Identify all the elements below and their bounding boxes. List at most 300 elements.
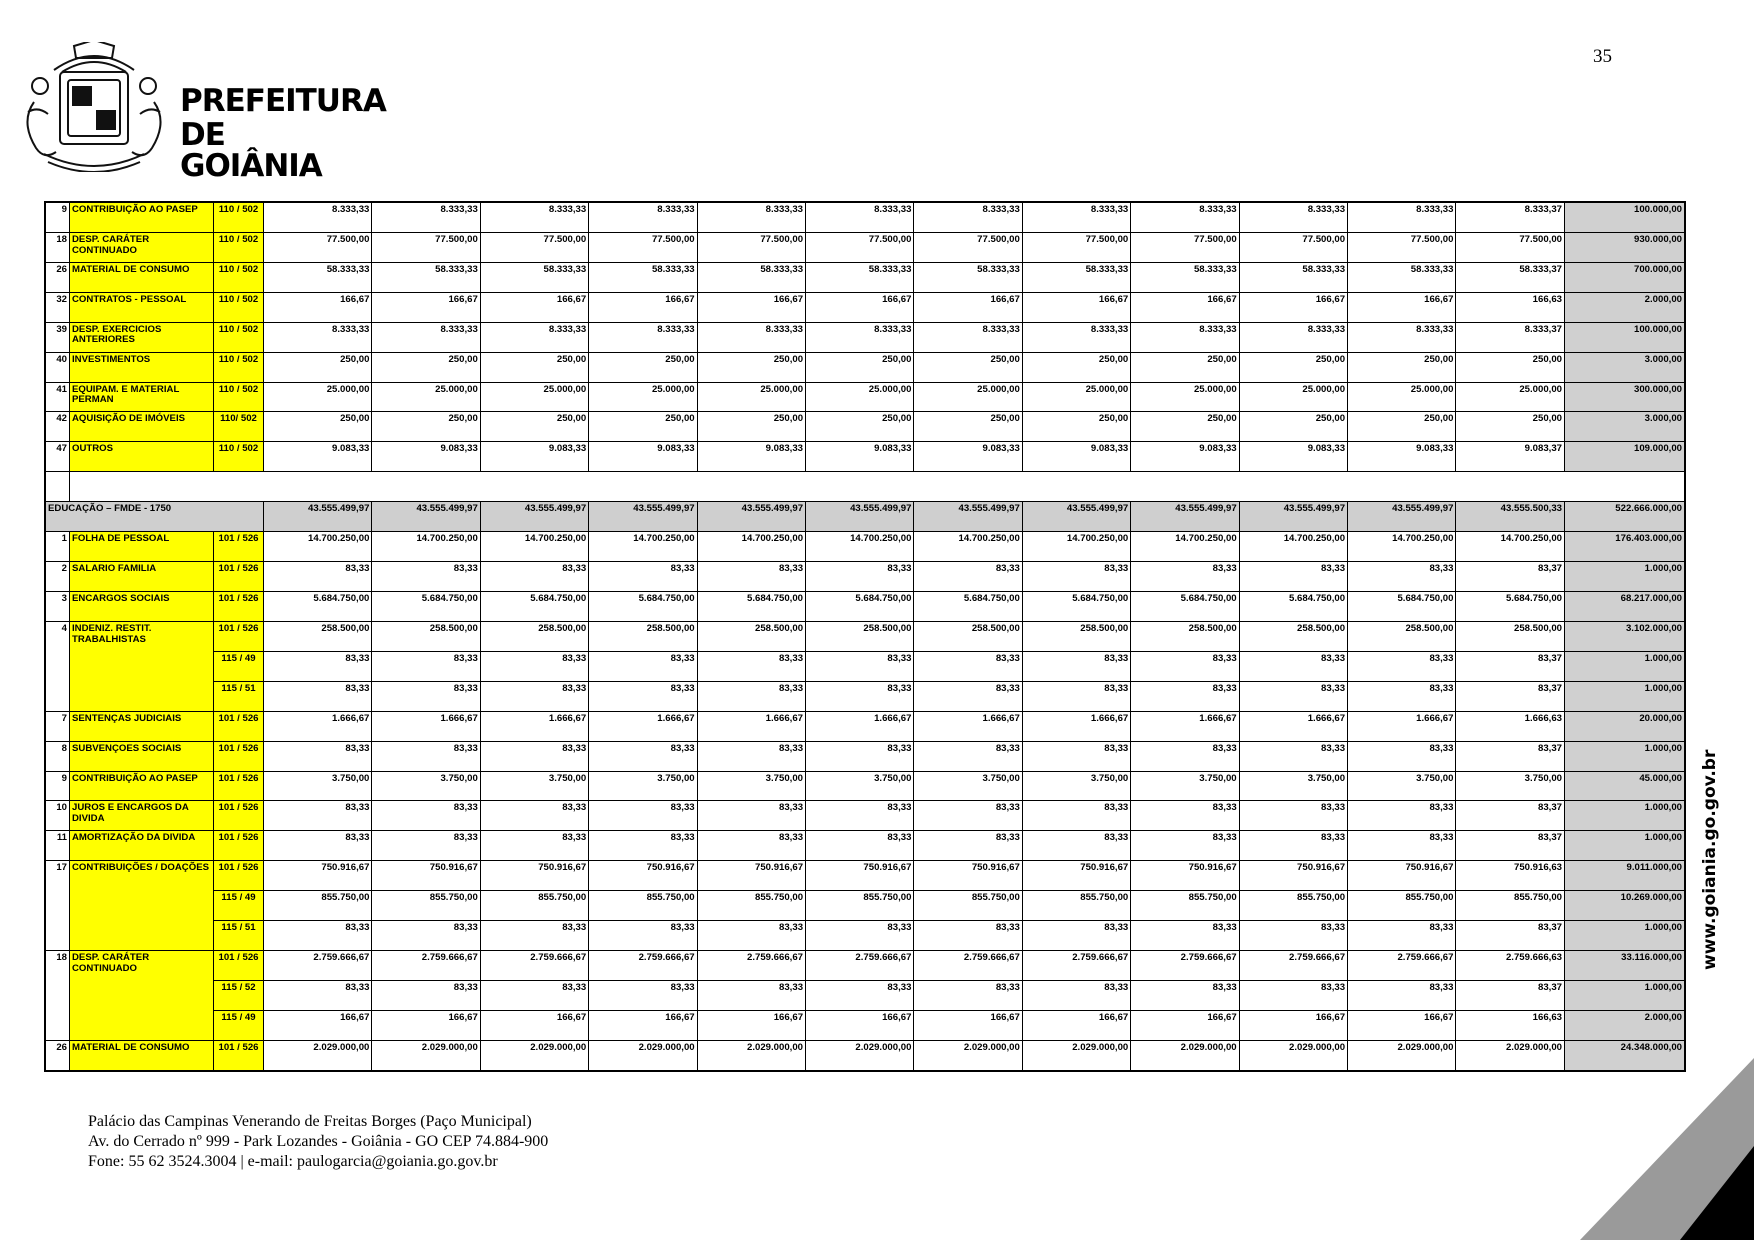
month-value: 83,33 (1131, 681, 1239, 711)
month-value: 9.083,33 (806, 442, 914, 472)
month-value: 166,67 (372, 292, 480, 322)
month-value: 2.759.666,67 (372, 951, 480, 981)
group-month-value: 43.555.499,97 (372, 502, 480, 532)
month-value: 3.750,00 (806, 771, 914, 801)
month-value: 2.759.666,67 (1348, 951, 1456, 981)
month-value: 83,33 (914, 980, 1022, 1010)
month-value: 83,33 (480, 801, 588, 831)
month-value: 83,33 (697, 980, 805, 1010)
month-value: 8.333,33 (1348, 203, 1456, 233)
month-value: 250,00 (1456, 352, 1565, 382)
month-value: 3.750,00 (264, 771, 372, 801)
month-value: 258.500,00 (697, 621, 805, 651)
row-label: AMORTIZAÇÃO DA DIVIDA (70, 831, 214, 861)
row-number: 1 (46, 532, 70, 562)
row-total: 9.011.000,00 (1565, 861, 1685, 891)
row-label: FOLHA DE PESSOAL (70, 532, 214, 562)
month-value: 9.083,37 (1456, 442, 1565, 472)
month-value: 9.083,33 (1022, 442, 1130, 472)
month-value: 5.684.750,00 (1022, 591, 1130, 621)
month-value: 83,33 (1022, 980, 1130, 1010)
month-value: 250,00 (372, 412, 480, 442)
month-value: 8.333,33 (1131, 322, 1239, 352)
group-month-value: 43.555.499,97 (264, 502, 372, 532)
month-value: 14.700.250,00 (697, 532, 805, 562)
month-value: 83,33 (1022, 681, 1130, 711)
month-value: 83,33 (372, 562, 480, 592)
month-value: 58.333,33 (914, 262, 1022, 292)
table-row (46, 711, 1685, 741)
month-value: 83,33 (264, 831, 372, 861)
row-total: 24.348.000,00 (1565, 1040, 1685, 1070)
row-number: 26 (46, 262, 70, 292)
month-value: 83,37 (1456, 801, 1565, 831)
month-value: 1.666,67 (914, 711, 1022, 741)
month-value: 58.333,33 (480, 262, 588, 292)
month-value: 14.700.250,00 (1239, 532, 1347, 562)
month-value: 83,33 (480, 681, 588, 711)
month-value: 250,00 (806, 352, 914, 382)
month-value: 83,33 (372, 801, 480, 831)
group-month-value: 43.555.499,97 (1022, 502, 1130, 532)
month-value: 166,67 (589, 292, 697, 322)
month-value: 3.750,00 (1456, 771, 1565, 801)
month-value: 9.083,33 (1131, 442, 1239, 472)
month-value: 166,67 (372, 1010, 480, 1040)
month-value: 750.916,67 (914, 861, 1022, 891)
row-total: 3.000,00 (1565, 352, 1685, 382)
month-value: 83,37 (1456, 562, 1565, 592)
row-total: 930.000,00 (1565, 232, 1685, 262)
month-value: 83,33 (914, 801, 1022, 831)
month-value: 2.029.000,00 (1456, 1040, 1565, 1070)
month-value: 25.000,00 (1239, 382, 1347, 412)
month-value: 250,00 (264, 352, 372, 382)
month-value: 8.333,33 (1131, 203, 1239, 233)
row-code: 110 / 502 (214, 322, 264, 352)
group-month-value: 43.555.499,97 (1131, 502, 1239, 532)
month-value: 8.333,33 (264, 322, 372, 352)
month-value: 1.666,67 (1131, 711, 1239, 741)
month-value: 83,33 (806, 921, 914, 951)
month-value: 83,33 (1239, 741, 1347, 771)
row-number: 3 (46, 591, 70, 621)
row-total: 2.000,00 (1565, 292, 1685, 322)
month-value: 25.000,00 (1456, 382, 1565, 412)
month-value: 250,00 (372, 352, 480, 382)
month-value: 58.333,33 (806, 262, 914, 292)
month-value: 8.333,33 (914, 203, 1022, 233)
month-value: 83,33 (1239, 651, 1347, 681)
month-value: 83,33 (1348, 831, 1456, 861)
month-value: 9.083,33 (589, 442, 697, 472)
month-value: 9.083,33 (697, 442, 805, 472)
month-value: 83,33 (372, 980, 480, 1010)
row-number: 10 (46, 801, 70, 831)
row-code: 101 / 526 (214, 562, 264, 592)
row-label: DESP. CARÁTER CONTINUADO (70, 951, 214, 1041)
month-value: 83,33 (264, 801, 372, 831)
row-label: JUROS E ENCARGOS DA DIVIDA (70, 801, 214, 831)
month-value: 5.684.750,00 (1456, 591, 1565, 621)
month-value: 258.500,00 (264, 621, 372, 651)
table-row (46, 891, 1685, 921)
month-value: 25.000,00 (1131, 382, 1239, 412)
month-value: 750.916,67 (1239, 861, 1347, 891)
table-row (46, 591, 1685, 621)
month-value: 258.500,00 (1131, 621, 1239, 651)
gap-cell-num (46, 472, 70, 502)
month-value: 83,33 (480, 980, 588, 1010)
month-value: 250,00 (1022, 352, 1130, 382)
month-value: 83,33 (264, 921, 372, 951)
table-row (46, 382, 1685, 412)
month-value: 2.029.000,00 (589, 1040, 697, 1070)
month-value: 9.083,33 (480, 442, 588, 472)
month-value: 25.000,00 (697, 382, 805, 412)
row-total: 1.000,00 (1565, 801, 1685, 831)
month-value: 8.333,33 (480, 322, 588, 352)
table-row (46, 801, 1685, 831)
table-body (46, 203, 1685, 1071)
row-total: 176.403.000,00 (1565, 532, 1685, 562)
table-row (46, 472, 1685, 502)
month-value: 5.684.750,00 (1131, 591, 1239, 621)
month-value: 83,33 (914, 741, 1022, 771)
month-value: 58.333,33 (1348, 262, 1456, 292)
row-total: 33.116.000,00 (1565, 951, 1685, 981)
month-value: 77.500,00 (1022, 232, 1130, 262)
month-value: 25.000,00 (480, 382, 588, 412)
month-value: 855.750,00 (1131, 891, 1239, 921)
month-value: 83,37 (1456, 980, 1565, 1010)
logo-text-line2: DE GOIÂNIA (180, 117, 322, 184)
month-value: 25.000,00 (1348, 382, 1456, 412)
month-value: 258.500,00 (1239, 621, 1347, 651)
row-label: OUTROS (70, 442, 214, 472)
row-label: ENCARGOS SOCIAIS (70, 591, 214, 621)
month-value: 14.700.250,00 (480, 532, 588, 562)
month-value: 855.750,00 (806, 891, 914, 921)
row-total: 1.000,00 (1565, 651, 1685, 681)
row-code: 115 / 51 (214, 921, 264, 951)
month-value: 166,67 (1239, 292, 1347, 322)
month-value: 1.666,67 (372, 711, 480, 741)
month-value: 2.759.666,67 (1022, 951, 1130, 981)
month-value: 83,33 (697, 741, 805, 771)
month-value: 8.333,33 (1022, 322, 1130, 352)
month-value: 2.759.666,63 (1456, 951, 1565, 981)
month-value: 258.500,00 (914, 621, 1022, 651)
row-label: AQUISIÇÃO DE IMÓVEIS (70, 412, 214, 442)
month-value: 83,33 (697, 801, 805, 831)
row-code: 101 / 526 (214, 771, 264, 801)
month-value: 750.916,67 (264, 861, 372, 891)
month-value: 258.500,00 (1022, 621, 1130, 651)
month-value: 83,33 (480, 921, 588, 951)
month-value: 1.666,67 (1022, 711, 1130, 741)
table-row (46, 232, 1685, 262)
group-month-value: 43.555.499,97 (697, 502, 805, 532)
month-value: 77.500,00 (806, 232, 914, 262)
month-value: 750.916,67 (697, 861, 805, 891)
table-row (46, 262, 1685, 292)
month-value: 83,33 (372, 651, 480, 681)
month-value: 2.759.666,67 (806, 951, 914, 981)
month-value: 83,33 (589, 741, 697, 771)
month-value: 1.666,67 (697, 711, 805, 741)
month-value: 58.333,33 (1239, 262, 1347, 292)
page-number: 35 (1593, 46, 1612, 67)
month-value: 8.333,33 (372, 322, 480, 352)
month-value: 2.759.666,67 (480, 951, 588, 981)
month-value: 750.916,67 (1022, 861, 1130, 891)
row-total: 100.000,00 (1565, 203, 1685, 233)
month-value: 83,33 (480, 562, 588, 592)
footer-line-1: Palácio das Campinas Venerando de Freitas Borges (Paço Municipal) (88, 1113, 532, 1130)
month-value: 2.029.000,00 (480, 1040, 588, 1070)
row-code: 115 / 52 (214, 980, 264, 1010)
month-value: 83,33 (1239, 562, 1347, 592)
month-value: 83,33 (589, 801, 697, 831)
month-value: 83,33 (589, 562, 697, 592)
month-value: 3.750,00 (372, 771, 480, 801)
group-month-value: 43.555.499,97 (589, 502, 697, 532)
month-value: 14.700.250,00 (914, 532, 1022, 562)
month-value: 1.666,67 (1239, 711, 1347, 741)
table-row (46, 951, 1685, 981)
month-value: 83,33 (1131, 831, 1239, 861)
row-code: 110 / 502 (214, 352, 264, 382)
month-value: 8.333,33 (589, 322, 697, 352)
month-value: 9.083,33 (1348, 442, 1456, 472)
row-code: 115 / 51 (214, 681, 264, 711)
month-value: 2.029.000,00 (806, 1040, 914, 1070)
month-value: 9.083,33 (264, 442, 372, 472)
month-value: 14.700.250,00 (1022, 532, 1130, 562)
month-value: 855.750,00 (372, 891, 480, 921)
month-value: 83,33 (914, 562, 1022, 592)
month-value: 5.684.750,00 (1348, 591, 1456, 621)
month-value: 3.750,00 (1239, 771, 1347, 801)
row-label: CONTRIBUIÇÕES / DOAÇÕES (70, 861, 214, 951)
row-number: 42 (46, 412, 70, 442)
month-value: 83,33 (1348, 651, 1456, 681)
month-value: 166,67 (1239, 1010, 1347, 1040)
month-value: 83,33 (806, 741, 914, 771)
month-value: 83,33 (589, 681, 697, 711)
month-value: 83,33 (1239, 681, 1347, 711)
month-value: 166,63 (1456, 1010, 1565, 1040)
month-value: 83,33 (806, 980, 914, 1010)
row-code: 101 / 526 (214, 1040, 264, 1070)
month-value: 83,33 (480, 651, 588, 681)
row-total: 1.000,00 (1565, 562, 1685, 592)
month-value: 83,33 (1022, 651, 1130, 681)
month-value: 3.750,00 (1348, 771, 1456, 801)
row-number: 7 (46, 711, 70, 741)
month-value: 83,33 (806, 801, 914, 831)
row-total: 2.000,00 (1565, 1010, 1685, 1040)
month-value: 2.029.000,00 (1022, 1040, 1130, 1070)
row-number: 40 (46, 352, 70, 382)
month-value: 250,00 (697, 412, 805, 442)
row-label: INDENIZ. RESTIT. TRABALHISTAS (70, 621, 214, 711)
month-value: 83,33 (1131, 741, 1239, 771)
month-value: 83,33 (1348, 921, 1456, 951)
month-value: 166,67 (914, 1010, 1022, 1040)
row-total: 10.269.000,00 (1565, 891, 1685, 921)
table-row (46, 861, 1685, 891)
month-value: 58.333,33 (589, 262, 697, 292)
row-code: 110 / 502 (214, 382, 264, 412)
table-row (46, 1040, 1685, 1070)
month-value: 83,33 (1348, 562, 1456, 592)
footer-line-2: Av. do Cerrado nº 999 - Park Lozandes - Goiânia - GO CEP 74.884-900 (88, 1133, 549, 1150)
month-value: 250,00 (264, 412, 372, 442)
month-value: 9.083,33 (372, 442, 480, 472)
month-value: 83,33 (264, 651, 372, 681)
month-value: 1.666,63 (1456, 711, 1565, 741)
month-value: 5.684.750,00 (264, 591, 372, 621)
month-value: 250,00 (1131, 352, 1239, 382)
row-total: 3.000,00 (1565, 412, 1685, 442)
row-total: 109.000,00 (1565, 442, 1685, 472)
month-value: 77.500,00 (1348, 232, 1456, 262)
month-value: 83,33 (914, 921, 1022, 951)
month-value: 83,33 (806, 562, 914, 592)
month-value: 83,33 (697, 651, 805, 681)
month-value: 8.333,33 (372, 203, 480, 233)
row-label: MATERIAL DE CONSUMO (70, 1040, 214, 1070)
month-value: 166,67 (697, 292, 805, 322)
table-row (46, 502, 1685, 532)
month-value: 14.700.250,00 (1348, 532, 1456, 562)
month-value: 5.684.750,00 (806, 591, 914, 621)
month-value: 9.083,33 (914, 442, 1022, 472)
month-value: 166,67 (589, 1010, 697, 1040)
row-code: 101 / 526 (214, 741, 264, 771)
row-code: 101 / 526 (214, 951, 264, 981)
table-row (46, 621, 1685, 651)
month-value: 2.029.000,00 (1131, 1040, 1239, 1070)
row-number: 18 (46, 951, 70, 1041)
row-number: 11 (46, 831, 70, 861)
month-value: 83,33 (1022, 562, 1130, 592)
month-value: 855.750,00 (1239, 891, 1347, 921)
month-value: 77.500,00 (1456, 232, 1565, 262)
group-label: EDUCAÇÃO – FMDE - 1750 (46, 502, 264, 532)
row-total: 100.000,00 (1565, 322, 1685, 352)
month-value: 3.750,00 (589, 771, 697, 801)
month-value: 58.333,33 (697, 262, 805, 292)
month-value: 1.666,67 (806, 711, 914, 741)
row-code: 115 / 49 (214, 1010, 264, 1040)
row-code: 115 / 49 (214, 651, 264, 681)
row-code: 101 / 526 (214, 801, 264, 831)
coat-of-arms-icon (14, 42, 174, 172)
month-value: 83,37 (1456, 651, 1565, 681)
row-total: 700.000,00 (1565, 262, 1685, 292)
month-value: 258.500,00 (806, 621, 914, 651)
month-value: 166,67 (480, 292, 588, 322)
month-value: 166,67 (264, 292, 372, 322)
month-value: 83,33 (1348, 980, 1456, 1010)
row-total: 3.102.000,00 (1565, 621, 1685, 651)
month-value: 750.916,67 (806, 861, 914, 891)
month-value: 83,33 (1131, 980, 1239, 1010)
row-code: 101 / 526 (214, 591, 264, 621)
month-value: 83,33 (480, 831, 588, 861)
budget-table-grid (45, 202, 1685, 1071)
month-value: 14.700.250,00 (264, 532, 372, 562)
month-value: 3.750,00 (697, 771, 805, 801)
table-row (46, 651, 1685, 681)
month-value: 14.700.250,00 (1456, 532, 1565, 562)
month-value: 83,33 (1239, 831, 1347, 861)
month-value: 5.684.750,00 (589, 591, 697, 621)
row-label: MATERIAL DE CONSUMO (70, 262, 214, 292)
month-value: 166,67 (1348, 1010, 1456, 1040)
month-value: 3.750,00 (1131, 771, 1239, 801)
month-value: 83,33 (1348, 681, 1456, 711)
month-value: 2.029.000,00 (914, 1040, 1022, 1070)
row-label: SALARIO FAMILIA (70, 562, 214, 592)
row-label: EQUIPAM. E MATERIAL PERMAN (70, 382, 214, 412)
row-code: 101 / 526 (214, 831, 264, 861)
month-value: 750.916,67 (480, 861, 588, 891)
month-value: 5.684.750,00 (480, 591, 588, 621)
month-value: 25.000,00 (1022, 382, 1130, 412)
month-value: 83,33 (697, 681, 805, 711)
month-value: 25.000,00 (589, 382, 697, 412)
table-row (46, 292, 1685, 322)
month-value: 9.083,33 (1239, 442, 1347, 472)
month-value: 250,00 (1348, 412, 1456, 442)
month-value: 8.333,37 (1456, 203, 1565, 233)
table-row (46, 741, 1685, 771)
month-value: 250,00 (914, 412, 1022, 442)
row-number: 17 (46, 861, 70, 951)
month-value: 14.700.250,00 (372, 532, 480, 562)
row-total: 1.000,00 (1565, 921, 1685, 951)
month-value: 58.333,33 (1131, 262, 1239, 292)
month-value: 2.759.666,67 (1239, 951, 1347, 981)
month-value: 8.333,33 (1348, 322, 1456, 352)
table-row (46, 532, 1685, 562)
month-value: 250,00 (1239, 412, 1347, 442)
month-value: 3.750,00 (914, 771, 1022, 801)
month-value: 8.333,33 (697, 322, 805, 352)
month-value: 83,33 (589, 651, 697, 681)
month-value: 77.500,00 (914, 232, 1022, 262)
month-value: 83,33 (1239, 980, 1347, 1010)
month-value: 14.700.250,00 (1131, 532, 1239, 562)
month-value: 83,37 (1456, 921, 1565, 951)
month-value: 8.333,33 (806, 203, 914, 233)
row-total: 45.000,00 (1565, 771, 1685, 801)
month-value: 8.333,33 (1022, 203, 1130, 233)
row-label: CONTRIBUIÇÃO AO PASEP (70, 203, 214, 233)
group-total: 522.666.000,00 (1565, 502, 1685, 532)
row-label: SENTENÇAS JUDICIAIS (70, 711, 214, 741)
group-month-value: 43.555.499,97 (480, 502, 588, 532)
month-value: 250,00 (1131, 412, 1239, 442)
table-row (46, 980, 1685, 1010)
table-row (46, 562, 1685, 592)
month-value: 83,33 (1131, 562, 1239, 592)
table-row (46, 681, 1685, 711)
